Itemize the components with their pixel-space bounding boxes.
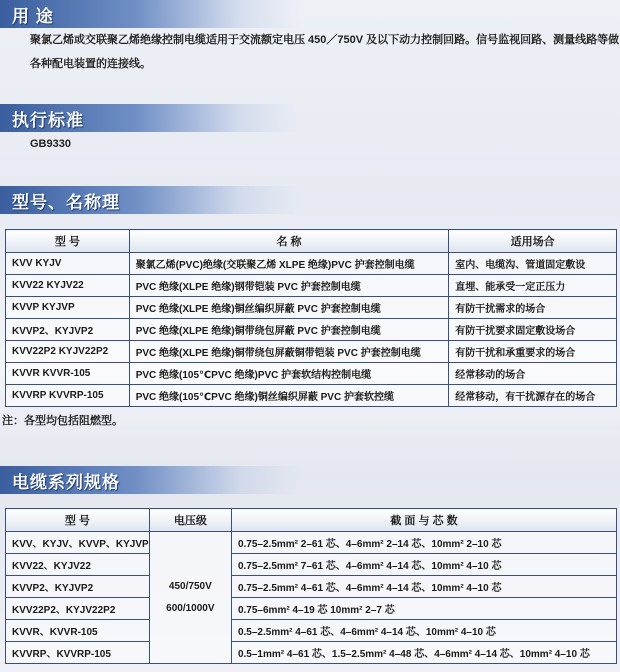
usage-title-bar	[0, 0, 300, 28]
table-row	[6, 554, 617, 576]
table-row	[6, 253, 617, 275]
specs-header-voltage: 电压级	[149, 509, 231, 532]
models-table	[5, 229, 617, 407]
table-row	[6, 620, 617, 642]
table-row	[6, 363, 617, 385]
usage-title: 用 途	[12, 7, 54, 26]
specs-table	[5, 508, 617, 664]
table-row	[6, 532, 617, 554]
usage-cell: 经常移动的场合	[449, 363, 617, 385]
usage-cell: 直埋、能承受一定正压力	[449, 275, 617, 297]
usage-cell: 经常移动，有干扰源存在的场合	[449, 385, 617, 407]
usage-cell: 有防干扰和承重要求的场合	[449, 341, 617, 363]
model-cell: KVV、KYJV、KVVP、KYJVP	[6, 532, 150, 554]
model-cell: KVV22P2、KYJV22P2	[6, 598, 150, 620]
standard-code: GB9330	[30, 138, 71, 150]
model-cell: KVVR、KVVR-105	[6, 620, 150, 642]
model-cell: KVV22P2 KYJV22P2	[6, 341, 130, 363]
model-cell: KVVP2、KYJVP2	[6, 576, 150, 598]
models-title: 型号、名称理	[12, 193, 120, 212]
section-cell: 0.75–6mm² 4–19 芯 10mm² 2–7 芯	[231, 598, 616, 620]
table-row	[6, 319, 617, 341]
models-header-model: 型 号	[6, 230, 130, 253]
model-cell: KVV KYJV	[6, 253, 130, 275]
name-cell: PVC 绝缘(105℃PVC 绝缘)PVC 护套软结构控制电缆	[129, 363, 449, 385]
models-header-usage: 适用场合	[449, 230, 617, 253]
specs-title-bar	[0, 466, 300, 494]
usage-text: 聚氯乙烯或交联聚乙烯绝缘控制电缆适用于交流额定电压 450／750V 及以下动力控制回路。信号监视回路、测量线路等做各种配电装置的连接线。	[30, 34, 620, 70]
table-row	[6, 598, 617, 620]
standard-title: 执行标准	[12, 111, 84, 130]
voltage-low: 450/750V	[168, 580, 212, 592]
models-title-bar	[0, 186, 300, 214]
model-cell: KVVR KVVR-105	[6, 363, 130, 385]
model-cell: KVVRP KVVRP-105	[6, 385, 130, 407]
table-row	[6, 275, 617, 297]
table-row	[6, 385, 617, 407]
section-cell: 0.75–2.5mm² 2–61 芯、4–6mm² 2–14 芯、10mm² 2–10 芯	[231, 532, 616, 554]
specs-header-row	[6, 509, 617, 532]
name-cell: PVC 绝缘(XLPE 绝缘)铜带绕包屏蔽铜带铠装 PVC 护套控制电缆	[129, 341, 449, 363]
table-row	[6, 576, 617, 598]
name-cell: PVC 绝缘(XLPE 绝缘)钢带铠装 PVC 护套控制电缆	[129, 275, 449, 297]
model-cell: KVVP2、KYJVP2	[6, 319, 130, 341]
name-cell: 聚氯乙烯(PVC)绝缘(交联聚乙烯 XLPE 绝缘)PVC 护套控制电缆	[129, 253, 449, 275]
specs-header-sections: 截 面 与 芯 数	[231, 509, 616, 532]
name-cell: PVC 绝缘(XLPE 绝缘)铜带绕包屏蔽 PVC 护套控制电缆	[129, 319, 449, 341]
model-cell: KVV22、KYJV22	[6, 554, 150, 576]
specs-title: 电缆系列规格	[12, 473, 120, 492]
table-row	[6, 297, 617, 319]
section-cell: 0.5–2.5mm² 4–61 芯、4–6mm² 4–14 芯、10mm² 4–10 芯	[231, 620, 616, 642]
models-note: 注：各型均包括阻燃型。	[2, 415, 123, 427]
section-cell: 0.5–1mm² 4–61 芯、1.5–2.5mm² 4–48 芯、4–6mm² 4–14 芯、10mm² 4–10 芯	[231, 642, 616, 664]
standard-title-bar	[0, 104, 300, 132]
table-row	[6, 341, 617, 363]
table-row	[6, 642, 617, 664]
usage-cell: 有防干扰需求的场合	[449, 297, 617, 319]
models-header-name: 名 称	[129, 230, 449, 253]
voltage-high: 600/1000V	[166, 602, 215, 614]
model-cell: KVVP KYJVP	[6, 297, 130, 319]
section-cell: 0.75–2.5mm² 4–61 芯、4–6mm² 4–14 芯、10mm² 4–10 芯	[231, 576, 616, 598]
models-header-row	[6, 230, 617, 253]
model-cell: KVV22 KYJV22	[6, 275, 130, 297]
model-cell: KVVRP、KVVRP-105	[6, 642, 150, 664]
usage-cell: 有防干扰要求固定敷设场合	[449, 319, 617, 341]
section-cell: 0.75–2.5mm² 7–61 芯、4–6mm² 4–14 芯、10mm² 4–10 芯	[231, 554, 616, 576]
name-cell: PVC 绝缘(XLPE 绝缘)铜丝编织屏蔽 PVC 护套控制电缆	[129, 297, 449, 319]
usage-cell: 室内、电缆沟、管道固定敷设	[449, 253, 617, 275]
voltage-cell	[149, 532, 231, 664]
specs-header-model: 型 号	[6, 509, 150, 532]
name-cell: PVC 绝缘(105℃PVC 绝缘)铜丝编织屏蔽 PVC 护套软控缆	[129, 385, 449, 407]
